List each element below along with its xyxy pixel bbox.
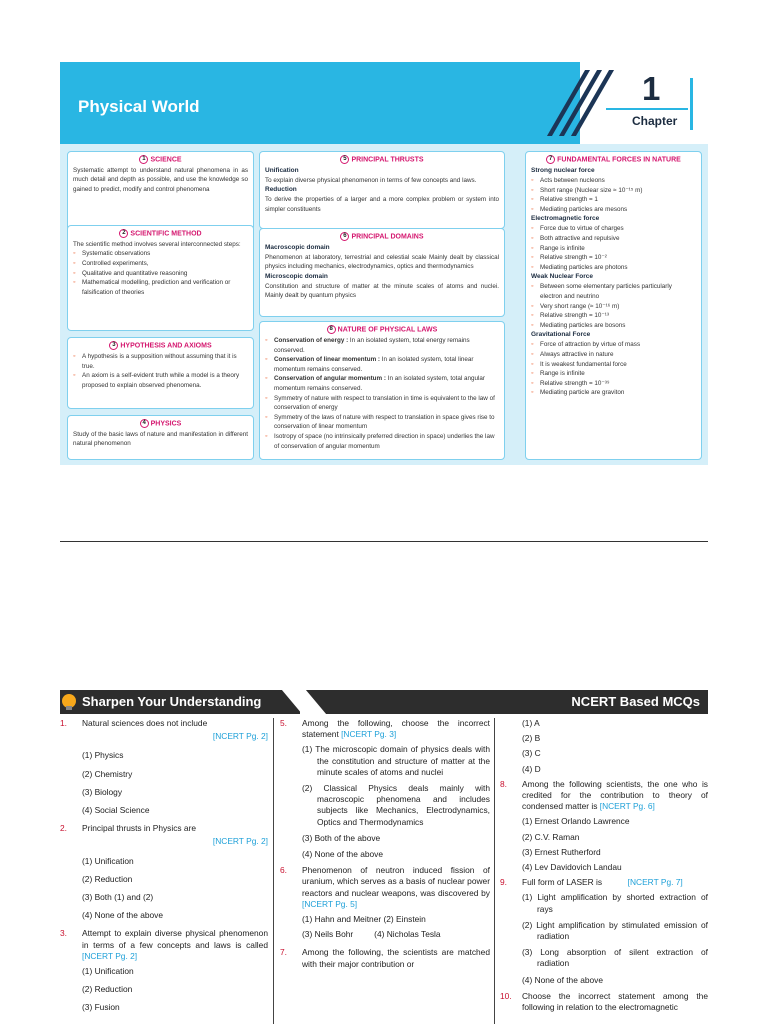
card-principal-thrusts: [259, 151, 505, 229]
question-text: Full form of LASER is [NCERT Pg. 7]: [522, 877, 683, 888]
list-item: ◦ Very short range (≈ 10⁻¹⁶ m): [531, 302, 696, 312]
list-item: ◦ It is weakest fundamental force: [531, 360, 696, 370]
section-subtitle: NCERT Based MCQs: [571, 694, 700, 709]
list-item: ◦ Symmetry of nature with respect to translation in time is equivalent to the law of conservation of energy: [265, 394, 499, 413]
lightbulb-icon: [62, 694, 76, 708]
list-item: ◦ Isotropy of space (no intrinsically preferred direction in space) underlies the law of conservation of angular momentum: [265, 432, 499, 451]
chapter-title: Physical World: [78, 97, 200, 116]
option: (2) Reduction: [82, 984, 133, 995]
chapter-label: Chapter: [632, 114, 678, 128]
list-item: ◦ A hypothesis is a supposition without assuming that it is true.: [73, 352, 248, 371]
list-item: ◦ Conservation of angular momentum : In an isolated system, total angular momentum remains conserved.: [265, 374, 499, 393]
option: (4) None of the above: [522, 974, 604, 985]
option: (2) B: [522, 733, 541, 744]
option: (1) The microscopic domain of physics deals with the constitution and structure of matter at the minute scales of atoms and nuclei: [302, 744, 490, 777]
list-item: ◦ Range is infinite: [531, 244, 696, 254]
list-item: ◦ Mediating particles are mesons: [531, 205, 696, 215]
question-text: Principal thrusts in Physics are: [82, 823, 197, 834]
question-text: Phenomenon of neutron induced fission of uranium, which serves as a basis of nuclear power reactors and nuclear weapons, was discovered by [NCERT Pg. 5]: [302, 865, 490, 909]
card-principal-domains: [259, 228, 505, 317]
card-heading: 3 HYPOTHESIS AND AXIOMS: [73, 341, 248, 350]
question-2: 2. Principal thrusts in Physics are [NCERT Pg. 2]: [60, 823, 268, 847]
card-heading: 2 SCIENTIFIC METHOD: [73, 229, 248, 238]
card-subheading: Electromagnetic force: [531, 215, 600, 223]
option: (3) Fusion: [82, 1002, 120, 1013]
card-subheading: Microscopic domain: [265, 272, 328, 280]
card-text: Systematic attempt to understand natural phenomena in as much detail and depth as possible, and use the knowledge so gained to predict, modify and control phenomena: [73, 167, 248, 193]
list-item: ◦ Mediating particles are photons: [531, 263, 696, 273]
question-5: 5. Among the following, choose the incorrect statement [NCERT Pg. 3]: [280, 718, 490, 740]
card-heading: 4 PHYSICS: [73, 419, 248, 428]
card-text: Phenomenon at laboratory, terrestrial and celestial scale Mainly dealt by classical physics including mechanics, electrodynamics, optics and thermodynamics: [265, 254, 499, 271]
option: (4) None of the above: [302, 849, 384, 860]
card-text: The scientific method involves several interconnected steps:: [73, 241, 241, 248]
option: (4) Nicholas Tesla: [374, 929, 441, 940]
card-text: To derive the properties of a larger and a more complex problem or system into simpler constituents: [265, 196, 499, 213]
option: (1) Ernest Orlando Lawrence: [522, 816, 630, 827]
concept-map: [60, 144, 708, 465]
option: (1) A: [522, 718, 540, 728]
list-item: ◦ Symmetry of the laws of nature with respect to translation in space gives rise to conservation of linear momentum: [265, 413, 499, 432]
option-row: [280, 929, 490, 940]
chapter-bar: [690, 78, 693, 130]
option: (1) Unification: [82, 855, 134, 866]
option: (1) Hahn and Meitner: [302, 914, 382, 925]
question-text: Natural sciences does not include: [82, 718, 208, 728]
option: (2) Light amplification by stimulated emission of radiation: [522, 919, 708, 942]
card-heading: 7 FUNDAMENTAL FORCES IN NATURE: [531, 155, 696, 164]
option: (3) Both of the above: [302, 832, 381, 843]
list-item: ◦ Relative strength = 10⁻¹³: [531, 311, 696, 321]
ncert-ref: [NCERT Pg. 3]: [341, 729, 397, 740]
option: (4) D: [522, 763, 541, 774]
list-item: ◦ Always attractive in nature: [531, 350, 696, 360]
card-subheading: Weak Nuclear Force: [531, 273, 594, 281]
question-text: Among the following, choose the incorrect statement [NCERT Pg. 3]: [302, 718, 490, 740]
ncert-ref: [NCERT Pg. 2]: [212, 836, 268, 847]
column-rule: [273, 718, 274, 1024]
question-text: Among the following, the scientists are matched with their major contribution or: [302, 947, 490, 969]
section-title: Sharpen Your Understanding: [82, 694, 262, 709]
option-row: [280, 914, 490, 925]
list-item: ◦ Systematic observations: [73, 249, 248, 259]
option: (2) C.V. Raman: [522, 831, 580, 842]
card-science: [67, 151, 254, 231]
list-item: ◦ Controlled experiments,: [73, 259, 248, 269]
list-item: ◦ An axiom is a self-evident truth while a model is a theory proposed to explain observed phenomena.: [73, 371, 248, 390]
card-subheading: Unification: [265, 167, 299, 174]
question-10: 10. Choose the incorrect statement among the following in relation to the electromagnetic: [500, 990, 708, 1013]
option: (4) Lev Davidovich Landau: [522, 862, 622, 873]
column-rule: [494, 718, 495, 1024]
list-item: ◦ Between some elementary particles particularly electron and neutrino: [531, 282, 696, 301]
card-heading: 1 SCIENCE: [73, 155, 248, 164]
option: (1) Physics: [82, 750, 124, 761]
card-physical-laws: [259, 321, 505, 460]
chapter-number: 1: [642, 70, 661, 107]
card-subheading: Strong nuclear force: [531, 167, 595, 174]
option: (2) Chemistry: [82, 768, 133, 779]
card-heading: 5 PRINCIPAL THRUSTS: [265, 155, 499, 164]
card-subheading: Gravitational Force: [531, 331, 591, 339]
card-subheading: Macroscopic domain: [265, 244, 330, 251]
question-3: 3. Attempt to explain diverse physical phenomenon in terms of a few concepts and laws is called [NCERT Pg. 2]: [60, 928, 268, 961]
list-item: ◦ Relative strength = 10⁻³⁹: [531, 379, 696, 389]
column-3: [500, 718, 708, 1017]
list-item: ◦ Mediating particle are graviton: [531, 388, 696, 398]
list-item: ◦ Conservation of energy : In an isolated system, total energy remains conserved.: [265, 336, 499, 355]
question-1: 1. Natural sciences does not include [NCERT Pg. 2]: [60, 718, 268, 742]
question-text: Among the following scientists, the one who is credited for the contribution to theory of condensed matter is [NCERT Pg. 6]: [522, 778, 708, 812]
list-item: ◦ Both attractive and repulsive: [531, 234, 696, 244]
column-2: [280, 718, 490, 974]
list-item: ◦ Short range (Nuclear size ≈ 10⁻¹⁵ m): [531, 186, 696, 196]
card-text: To explain diverse physical phenomenon in terms of few concepts and laws.: [265, 177, 477, 184]
ncert-ref: [NCERT Pg. 6]: [599, 801, 655, 812]
ncert-ref: [NCERT Pg. 2]: [82, 950, 138, 961]
question-text: Choose the incorrect statement among the following in relation to the electromagnetic: [522, 990, 708, 1013]
page-divider: [60, 541, 708, 542]
option: (3) Biology: [82, 786, 123, 797]
option: (3) Long absorption of silent extraction of radiation: [522, 947, 708, 969]
question-9: 9. Full form of LASER is [NCERT Pg. 7]: [500, 877, 708, 888]
column-1: [60, 718, 268, 1021]
card-heading: 8 NATURE OF PHYSICAL LAWS: [265, 325, 499, 334]
card-text: Study of the basic laws of nature and manifestation in different natural phenomenon: [73, 431, 248, 448]
list-item: ◦ Conservation of linear momentum : In an isolated system, total linear momentum remains conserved.: [265, 355, 499, 374]
list-item: ◦ Force of attraction by virtue of mass: [531, 340, 696, 350]
ncert-ref: [NCERT Pg. 7]: [627, 877, 683, 888]
list-item: ◦ Relative strength = 1: [531, 195, 696, 205]
option: (4) None of the above: [82, 910, 164, 921]
card-scientific-method: [67, 225, 254, 331]
option: (3) Both (1) and (2): [82, 892, 154, 903]
option: (2) Classical Physics deals mainly with macroscopic phenomena and includes subjects like Mechanics, Electrodynamics, Optics and Thermodynamics: [302, 783, 490, 827]
list-item: ◦ Range is infinite: [531, 369, 696, 379]
option: (3) Neils Bohr: [302, 929, 354, 940]
question-6: 6. Phenomenon of neutron induced fission of uranium, which serves as a basis of nuclear power reactors and nuclear weapons, was discovered by [NCERT Pg. 5]: [280, 865, 490, 909]
list-item: ◦ Force due to virtue of charges: [531, 224, 696, 234]
card-text: Constitution and structure of matter at the minute scales of atoms and nuclei. Mainly dealt by quantum physics: [265, 282, 499, 300]
section-bar: [60, 690, 708, 714]
question-columns: [60, 718, 708, 1024]
list-item: ◦ Acts between nucleons: [531, 176, 696, 186]
card-subheading: Reduction: [265, 186, 297, 194]
list-item: ◦ Relative strength = 10⁻²: [531, 253, 696, 263]
option: (1) Unification: [82, 966, 134, 977]
question-text: Attempt to explain diverse physical phenomenon in terms of a few concepts and laws is called [NCERT Pg. 2]: [82, 928, 268, 961]
option: (2) Reduction: [82, 873, 133, 884]
ncert-ref: [NCERT Pg. 5]: [302, 898, 358, 909]
option: (1) Light amplification by shorted extraction of rays: [522, 892, 708, 914]
question-8: 8. Among the following scientists, the one who is credited for the contribution to theory of condensed matter is [NCERT Pg. 6]: [500, 778, 708, 812]
card-physics: [67, 415, 254, 460]
list-item: ◦ Qualitative and quantitative reasoning: [73, 269, 248, 279]
chapter-banner: [60, 62, 708, 144]
option: (4) Social Science: [82, 805, 150, 816]
chapter-rule: [606, 108, 688, 110]
question-7: 7. Among the following, the scientists are matched with their major contribution or: [280, 947, 490, 969]
card-hypothesis: [67, 337, 254, 409]
option: (3) Ernest Rutherford: [522, 846, 601, 857]
list-item: ◦ Mediating particles are bosons: [531, 321, 696, 331]
card-fundamental-forces: [525, 151, 702, 460]
ncert-ref: [NCERT Pg. 2]: [212, 731, 268, 742]
list-item: ◦ Mathematical modelling, prediction and verification or falsification of theories: [73, 278, 248, 297]
option: (2) Einstein: [383, 914, 426, 925]
card-heading: 6 PRINCIPAL DOMAINS: [265, 232, 499, 241]
option: (3) C: [522, 748, 541, 759]
